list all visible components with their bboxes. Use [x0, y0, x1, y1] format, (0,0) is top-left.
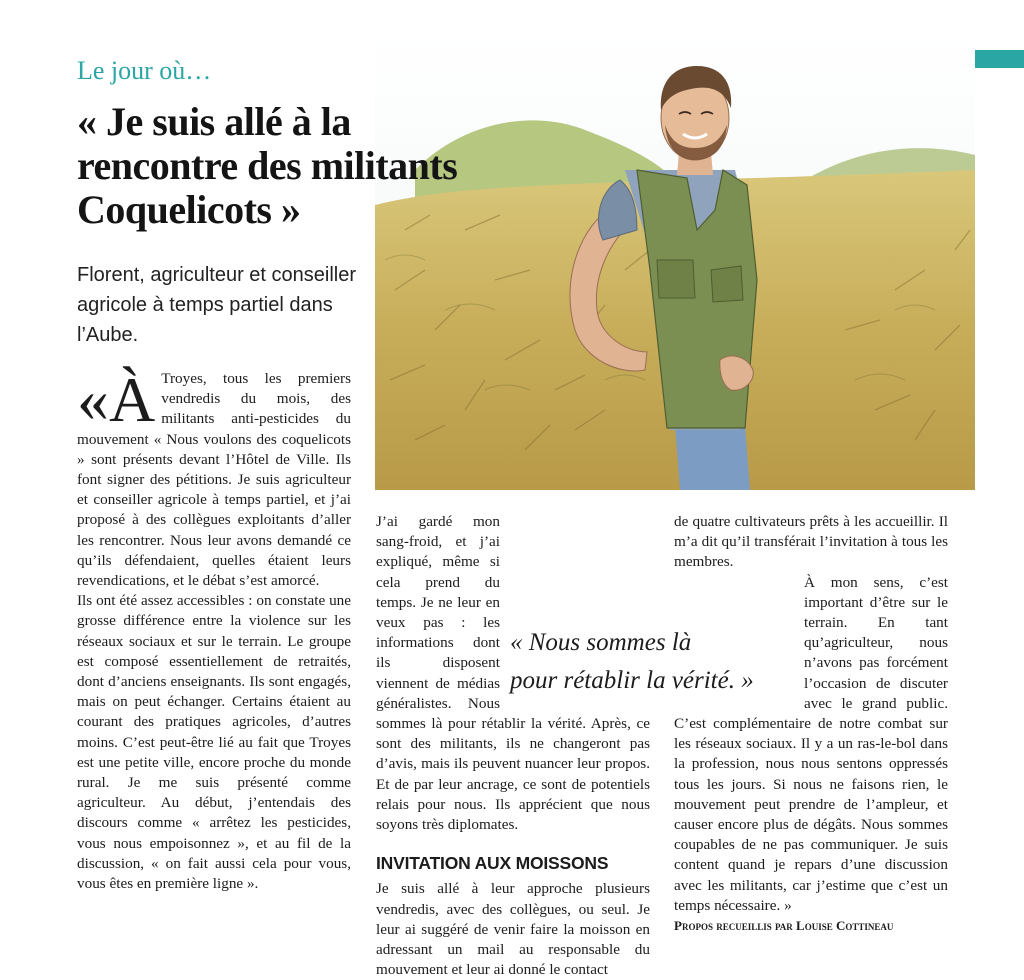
article-column-1: [77, 364, 351, 894]
pull-quote: [510, 624, 754, 700]
pull-quote-line-2: pour rétablir la vérité. »: [510, 667, 754, 694]
paragraph-6: À mon sens, c’est important d’être sur le terrain. En tant qu’agriculteur, nous n’avons pas forcément l’occasion de discuter avec le grand public. C’est complémentaire de notre combat sur les réseaux sociaux. Il y a un ras-le-bol dans la profession, nous nous sentons oppressés tous les jours. Si nous ne faisons rien, le mouvement peut prendre de l’ampleur, et causer encore plus de dégâts. Nous sommes coupables de ne pas communiquer. Je suis content quand je repars d’une discussion avec les militants, car j’estime que c’est un temps nécessaire. »: [674, 573, 948, 914]
paragraph-2: Ils ont été assez accessibles : on constate une grosse différence entre la violence sur les réseaux sociaux et sur le terrain. Le groupe est composé essentiellement de retraités, dont d’anciens enseignants. Ils sont engagés, mais on peut échanger. Certains étaient au courant des pratiques agricoles, d’autres moins. C’est peut-être lié au fait que Troyes est une petite ville, encore proche du monde rural. Je me suis présenté comme agriculteur. Au début, j’entendais des discours comme « arrêtez les pesticides, vous nous empoisonnez », et au fil de la discussion, « on fait aussi cela pour vous, vous êtes en première ligne ».: [77, 592, 351, 893]
kicker: Le jour où…: [77, 56, 212, 85]
pull-quote-line-1: « Nous sommes là: [510, 629, 692, 656]
section-subheading: INVITATION AUX MOISSONS: [376, 853, 609, 874]
article-column-2: [376, 512, 650, 980]
author-credit: Propos recueillis par Louise Cottineau: [674, 918, 894, 934]
article-column-3: [674, 512, 948, 936]
drop-cap: «À: [77, 364, 156, 435]
paragraph-3: J’ai gardé mon sang-froid, et j’ai expliqué, même si cela prend du temps. Je ne leur en veux pas : les informations dont ils disposent viennent de médias généralistes. Nous sommes là pour rétablir la vérité. Après, ce sont des militants, ils ne changeront pas d’avis, mais ils peuvent nuancer leur propos. Et de par leur ancrage, ce sont de potentiels relais pour nous. Ils apprécient que nous soyons très diplomates.: [376, 513, 650, 834]
subtitle: Florent, agriculteur et conseiller agricole à temps partiel dans l’Aube.: [77, 264, 357, 346]
page-title: « Je suis allé à la rencontre des militants Coquelicots »: [77, 99, 458, 232]
paragraph-4: Je suis allé à leur approche plusieurs vendredis, avec des collègues, ou seul. Je leur ai suggéré de venir faire la moisson en adressant un mail au responsable du mouvement et leur ai donné le contact: [376, 880, 650, 979]
paragraph-1: Troyes, tous les premiers vendredis du mois, des militants anti-pesticides du mouvement « Nous voulons des coquelicots » sont présents devant l’Hôtel de Ville. Ils font signer des pétitions. Je suis agriculteur et conseiller agricole à temps partiel, et j’ai proposé à des collègues exploitants d’aller les rencontrer. Nous leur avons demandé ce qu’ils défendaient, quelles étaient leurs revendications, et le débat s’est amorcé.: [77, 370, 351, 590]
farmer-in-wheat-field-illustration: [375, 30, 975, 490]
paragraph-5: de quatre cultivateurs prêts à les accueillir. Il m’a dit qu’il transférait l’invitation à tous les membres.: [674, 513, 948, 571]
